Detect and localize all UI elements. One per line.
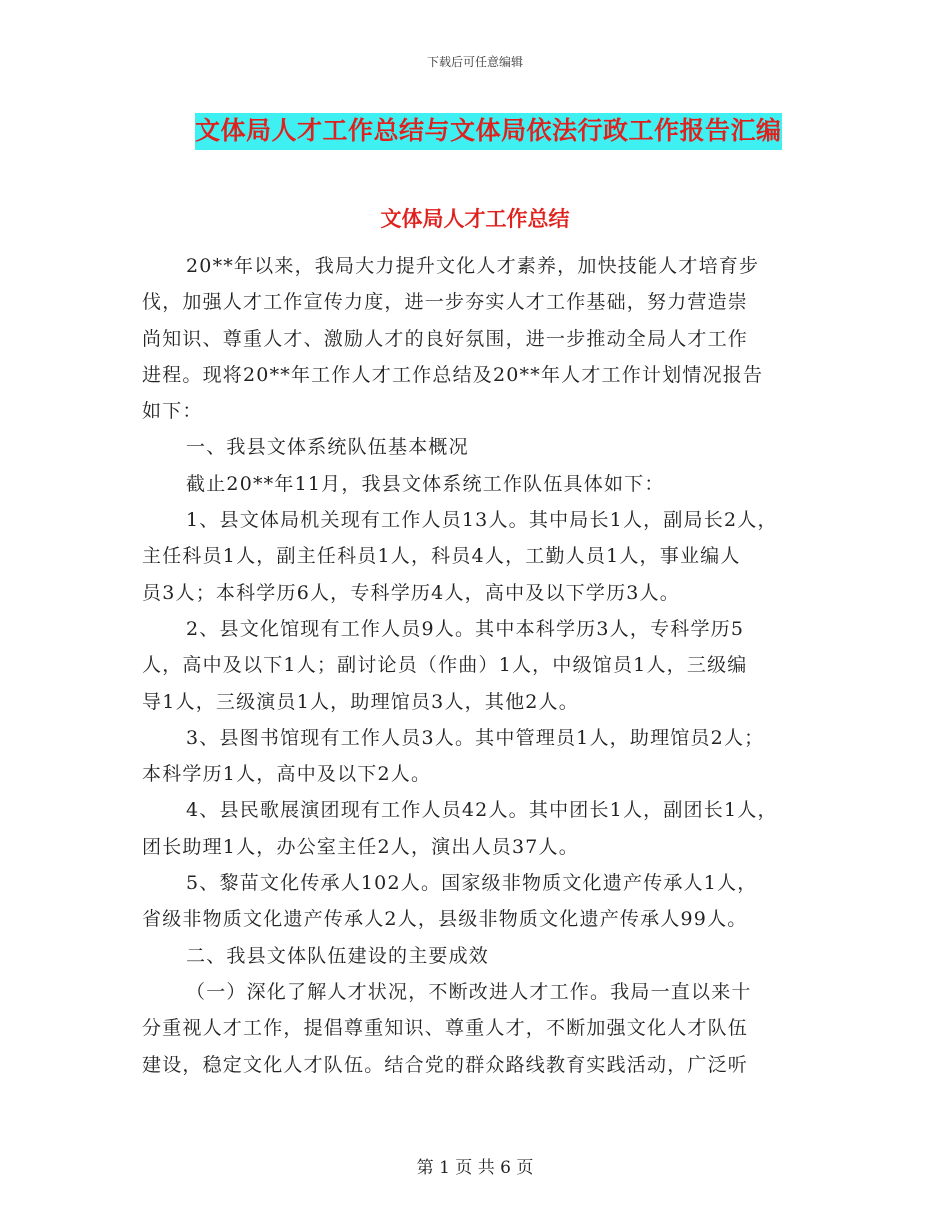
body-text-line: 团长助理1人，办公室主任2人，演出人员37人。 (142, 835, 579, 858)
body-text-line: 伐，加强人才工作宣传力度，进一步夯实人才工作基础，努力营造崇 (142, 291, 749, 314)
body-text-line: 一、我县文体系统队伍基本概况 (186, 436, 469, 459)
body-text-line: 1、县文体局机关现有工作人员13人。其中局长1人，副局长2人， (186, 509, 778, 532)
body-text-line: 20**年以来，我局大力提升文化人才素养，加快技能人才培育步 (186, 255, 760, 277)
body-text-line: 导1人，三级演员1人，助理馆员3人，其他2人。 (142, 690, 579, 713)
body-text-line: 2、县文化馆现有工作人员9人。其中本科学历3人，专科学历5 (186, 617, 745, 640)
body-text-line: 进程。现将20**年工作人才工作总结及20**年人才工作计划情况报告 (142, 363, 764, 386)
page-footer-number: 第 1 页 共 6 页 (416, 1158, 534, 1178)
body-text-line: 4、县民歌展演团现有工作人员42人。其中团长1人，副团长1人， (186, 799, 778, 822)
body-text-line: （一）深化了解人才状况，不断改进人才工作。我局一直以来十 (186, 980, 752, 1003)
body-text-line: 本科学历1人，高中及以下2人。 (142, 763, 432, 786)
body-text-line: 二、我县文体队伍建设的主要成效 (186, 944, 490, 967)
body-text-line: 人，高中及以下1人；副讨论员（作曲）1人，中级馆员1人，三级编 (142, 654, 748, 677)
body-text-line: 3、县图书馆现有工作人员3人。其中管理员1人，助理馆员2人； (186, 726, 765, 749)
body-text-line: 主任科员1人，副主任科员1人，科员4人，工勤人员1人，事业编人 (142, 545, 741, 568)
body-text-line: 员3人；本科学历6人，专科学历4人，高中及以下学历3人。 (142, 581, 680, 604)
document-main-title: 文体局人才工作总结与文体局依法行政工作报告汇编 (195, 113, 782, 150)
body-text-line: 如下： (142, 400, 203, 423)
body-text-line: 分重视人才工作，提倡尊重知识、尊重人才，不断加强文化人才队伍 (142, 1017, 749, 1040)
page-header-note: 下载后可任意编辑 (426, 55, 523, 69)
body-text-line: 尚知识、尊重人才、激励人才的良好氛围，进一步推动全局人才工作 (142, 327, 749, 350)
body-text-line: 5、黎苗文化传承人102人。国家级非物质文化遗产传承人1人， (186, 872, 758, 895)
section-title: 文体局人才工作总结 (380, 206, 570, 231)
body-text-line: 省级非物质文化遗产传承人2人，县级非物质文化遗产传承人99人。 (142, 908, 748, 931)
body-text-line: 建设，稳定文化人才队伍。结合党的群众路线教育实践活动，广泛听 (142, 1053, 749, 1076)
body-text-line: 截止20**年11月，我县文体系统工作队伍具体如下： (186, 472, 665, 495)
document-body (142, 248, 812, 1083)
